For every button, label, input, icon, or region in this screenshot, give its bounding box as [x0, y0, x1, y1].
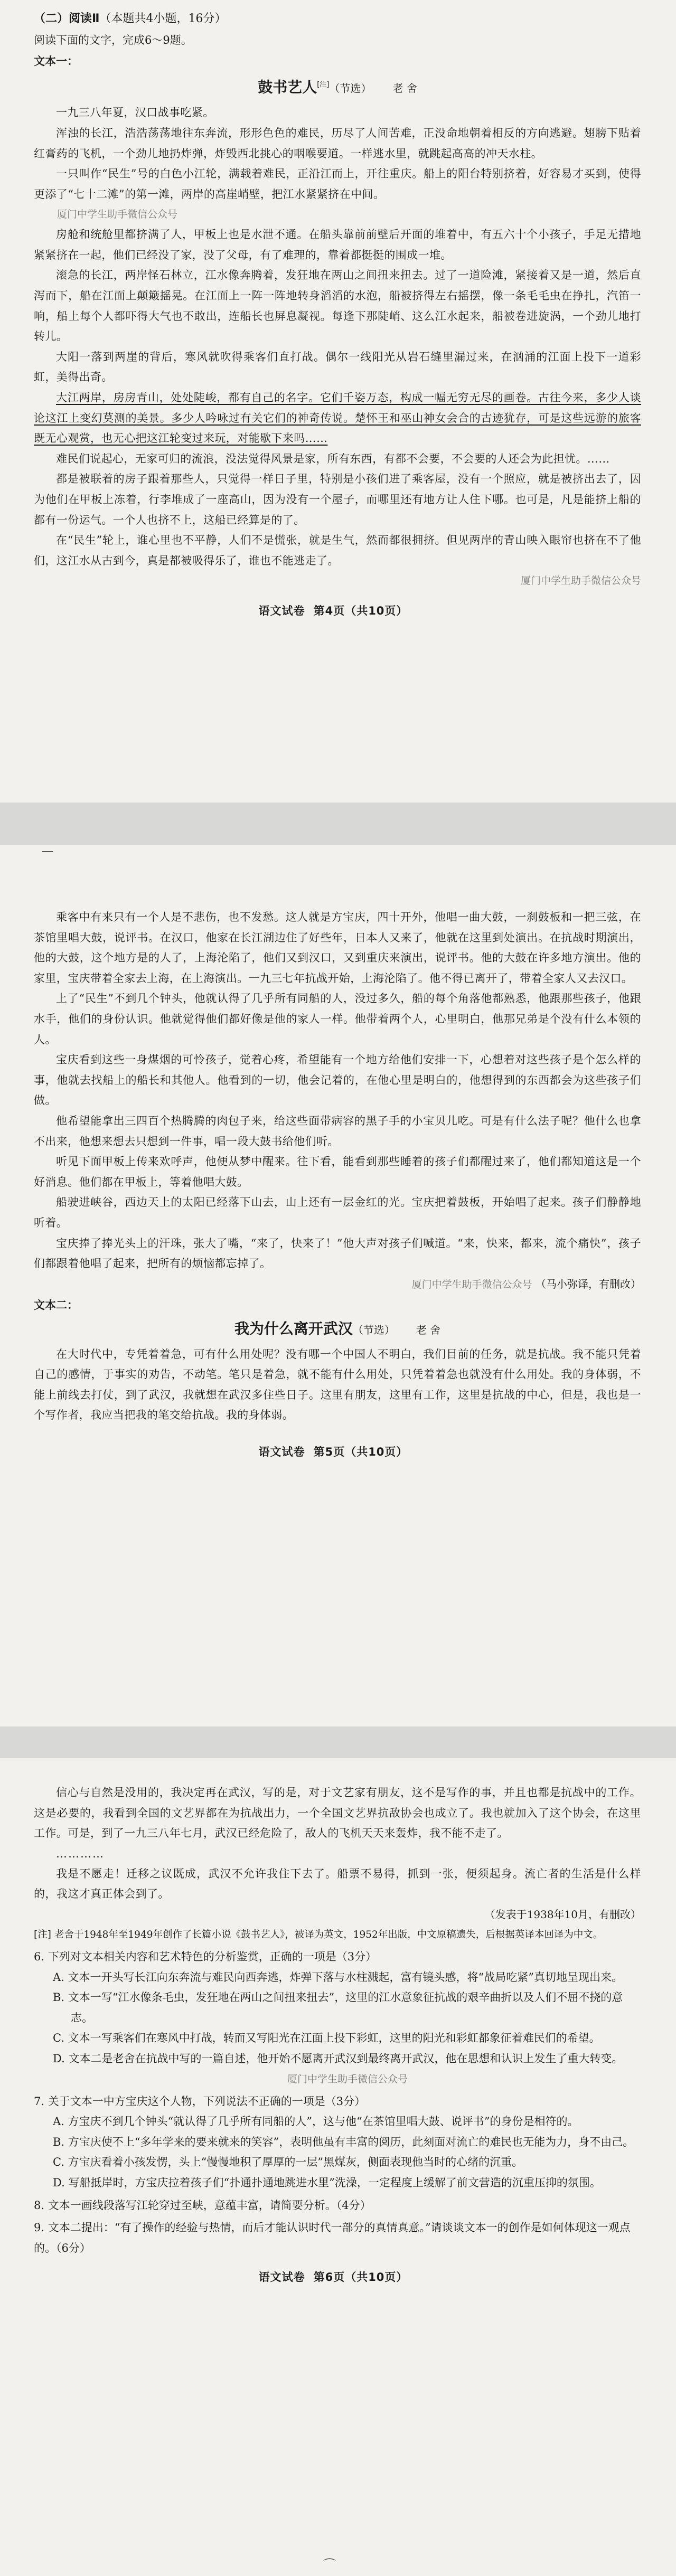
paragraph: 大阳一落到两崖的背后，寒风就吹得乘客们直打战。偶尔一线阳光从岩石缝里漏过来，在汹涌的江面上投下一道彩虹，美得出奇。 — [34, 350, 641, 384]
paragraph: 在“民生”轮上，谁心里也不平静，人们不是慌张，就是生气，然而都很拥挤。但见两岸的青山映入眼帘也挤在不了他们，这江水从古到今，真是都被吸得乐了，谁也不能逃走了。 — [34, 534, 641, 567]
question-7-option-d: D. 写船抵岸时，方宝庆拉着孩子们“扑通扑通地跳进水里”洗澡，一定程度上缓解了前文营造的沉重压抑的氛围。 — [53, 2176, 601, 2189]
reading-instruction: 阅读下面的文字，完成6～9题。 — [34, 34, 192, 46]
page-footer — [34, 2269, 641, 2285]
footer-page: 第6页（共10页） — [313, 2271, 408, 2284]
article-title-text: 鼓书艺人 — [258, 78, 317, 96]
scan-mark — [42, 851, 53, 856]
paragraph: 船驶进峡谷，西边天上的太阳已经落下山去，山上还有一层金红的光。宝庆把着鼓板，开始唱了起来。孩子们静静地听着。 — [34, 1196, 641, 1229]
publication-source: （发表于1938年10月，有删改） — [484, 1908, 641, 1921]
paragraph: 难民们说起心，无家可归的流浪，没法觉得风景是家，所有东西，有都不会要，不会要的人还会为此担忧。…… — [56, 452, 610, 465]
page-footer — [34, 602, 641, 618]
footer-text: 语文试卷 — [258, 2271, 305, 2284]
paragraph: 上了“民生”不到几个钟头，他就认得了几乎所有同船的人，没过多久，船的每个角落他都熟悉，他跟那些孩子，他跟水手，他们的身份认识。他就觉得他们都好像是他的家人一样。他带着两个人，心里明白，他那兄弟是个没有什么本领的人。 — [34, 992, 641, 1046]
article-note-marker: [注] — [317, 81, 330, 89]
article2-excerpt-note: （节选） — [352, 1323, 395, 1336]
question-7-option-b: B. 方宝庆使不上“多年学来的要来就来的笑容”，表明他虽有丰富的阅历，此刻面对流亡的难民也无能为力，身不由己。 — [53, 2135, 634, 2148]
question-7-option-a: A. 方宝庆不到几个钟头“就认得了几乎所有同船的人”，这与他“在茶馆里唱大鼓、说评书”的身份是相符的。 — [53, 2115, 579, 2128]
section-heading — [34, 8, 641, 30]
article-author: 老 舍 — [392, 82, 417, 95]
watermark: 厦门中学生助手微信公众号 — [57, 209, 178, 221]
article2-title — [34, 1317, 641, 1342]
question-6-option-c: C. 文本一写乘客们在寒风中打战，转而又写阳光在江面上投下彩虹，这里的阳光和彩虹都象征着难民们的希望。 — [53, 2032, 600, 2045]
article2-title-text: 我为什么离开武汉 — [234, 1319, 353, 1337]
text1-label: 文本一： — [34, 55, 78, 68]
paragraph: 滚急的长江，两岸怪石林立，江水像奔腾着，发狂地在两山之间扭来扭去。过了一道险滩，紧接着又是一道，然后直泻而下，船在江面上颠簸摇晃。在江面上一阵一阵地转身滔滔的水泡，船被挤得左右摇摆，像一条毛毛虫在挣扎，汽笛一响，船上每个人都吓得大气也不敢出，连船长也屏息凝视。每逢下那陡峭、这么江水起来，船被卷进旋涡，一个劲儿地打转儿。 — [34, 269, 641, 343]
question-6-option-d: D. 文本二是老舍在抗战中写的一篇自述，他开始不愿离开武汉到最终离开武汉，他在思想和认识上发生了重大转变。 — [53, 2052, 623, 2065]
translation-source: （马小弥译，有删改） — [536, 1277, 641, 1290]
page-edge-mark: ⌒ — [323, 2558, 336, 2572]
question-6-option-b: B. 文本一写“江水像条毛虫，发狂地在两山之间扭来扭去”，这里的江水意象征抗战的艰辛曲折以及人们不屈不挠的意志。 — [53, 1991, 623, 2024]
question-7-option-c: C. 方宝庆看着小孩发愣，头上“慢慢地积了厚厚的一层”黑煤灰，侧面表现他当时的心绪的沉重。 — [53, 2156, 523, 2169]
question-9: 9. 文本二提出：“有了操作的经验与热情，而后才能认识时代一部分的真情真意。”请谈谈文本一的创作是如何体现这一观点的。（6分） — [34, 2221, 631, 2254]
watermark: 厦门中学生助手微信公众号 — [411, 1278, 532, 1290]
watermark: 厦门中学生助手微信公众号 — [287, 2073, 408, 2085]
article-excerpt-note: （节选） — [329, 82, 372, 95]
paragraph: 在大时代中，专凭着着急，可有什么用处呢？没有哪一个中国人不明白，我们目前的任务，就是抗战。我不能只凭着自己的感情，于事实的劝告，不动笔。笔只是着急，就不能有什么用处，只凭着着急也就没有什么用处。我的身体弱，不能上前线去打仗，到了武汉，我就想在武汉多住些日子。这里有朋友，这里有工作，这里是抗战的中心，但是，我也是一个写作者，我应当把我的笔交给抗战。我的身体弱。 — [34, 1347, 641, 1422]
exam-page-6 — [0, 1758, 676, 2576]
section-note: （本题共4小题，16分） — [99, 12, 227, 25]
question-8: 8. 文本一画线段落写江轮穿过至峡，意蕴丰富，请简要分析。（4分） — [34, 2198, 371, 2212]
footer-page: 第4页（共10页） — [313, 605, 408, 618]
footnote: [注] 老舍于1948年至1949年创作了长篇小说《鼓书艺人》，被译为英文，1952年出版，中文原稿遗失，后根据英译本回译为中文。 — [34, 1929, 603, 1940]
paragraph: 一只叫作“民生”号的白色小江轮，满载着难民，正沿江而上，开往重庆。船上的阳台特别挤着，好容易才买到，使得更添了“七十二滩”的第一滩，两岸的高崖峭壁，把江水紧紧挤在中间。 — [34, 167, 641, 201]
page-footer — [34, 1443, 641, 1459]
article2-author: 老 舍 — [416, 1323, 441, 1336]
watermark: 厦门中学生助手微信公众号 — [520, 575, 641, 587]
paragraph: 听见下面甲板上传来欢呼声，他便从梦中醒来。往下看，能看到那些睡着的孩子们都醒过来了，他们都知道这是一个好消息。他们都在甲板上，等着他唱大鼓。 — [34, 1155, 641, 1188]
paragraph: 都是被联着的房子跟着那些人，只觉得一样日子里，特别是小孩们进了乘客屋，没有一个照应，就是被挤出去了，因为他们在甲板上冻着，行李堆成了一座高山，因为没有一个屋子，而哪里还有地方让人住下哪。也可是，凡是能挤上船的都有一份运气。一个人也挤不上，这船已经算是的了。 — [34, 473, 641, 526]
paragraph: 乘客中有来只有一个人是不悲伤，也不发愁。这人就是方宝庆，四十开外，他唱一曲大鼓，一刹鼓板和一把三弦，在茶馆里唱大鼓，说评书。在汉口，他家在长江湖边住了好些年，日本人又来了，他就在这里到处演出。在抗战时期演出，他的大鼓，这个地方是的人了，上海沦陷了，他们又到汉口，又到重庆来演出，说评书。他的大鼓在许多地方演出。他的家里，宝庆带着全家去上海，在上海演出。一九三七年抗战开始，上海沦陷了。他不得已离开了，带着全家人又去汉口。 — [34, 911, 641, 985]
paragraph: 我是不愿走！迁移之议既成，武汉不允许我住下去了。船票不易得，抓到一张，便须起身。流亡者的生活是什么样的，我这才真正体会到了。 — [34, 1867, 641, 1901]
paragraph: 宝庆捧了捧光头上的汗珠，张大了嘴，“来了，快来了！”他大声对孩子们喊道。“来，快来，都来，流个痛快”，孩子们都跟着他唱了起来，把所有的烦恼都忘掉了。 — [34, 1237, 641, 1270]
exam-page-5 — [0, 845, 676, 1726]
exam-page-4 — [0, 0, 676, 803]
text2-label: 文本二： — [34, 1298, 78, 1311]
paragraph: 他希望能拿出三四百个热腾腾的肉包子来，给这些面带病容的黑子手的小宝贝儿吃。可是有什么法子呢？他什么也拿不出来，他想来想去只想到一件事，唱一段大鼓书给他们听。 — [34, 1114, 641, 1148]
section-title: （二）阅读Ⅱ — [34, 12, 100, 25]
footer-text: 语文试卷 — [258, 605, 305, 618]
question-6-option-a: A. 文本一开头写长江向东奔流与难民向西奔逃，炸弹下落与水柱溅起，富有镜头感，将“战局吃紧”真切地呈现出来。 — [53, 1970, 623, 1984]
question-7: 7. 关于文本一中方宝庆这个人物，下列说法不正确的一项是（3分） — [34, 2094, 366, 2108]
paragraph: 浑浊的长江，浩浩荡荡地往东奔流，形形色色的难民，历尽了人间苦难，正没命地朝着相反的方向逃避。翅膀下贴着红膏药的飞机，一个劲儿地扔炸弹，炸毁西北挑心的咽喉要道。一样逃水里，就跳起高高的冲天水柱。 — [34, 126, 641, 160]
source-line — [34, 1274, 641, 1295]
footer-page: 第5页（共10页） — [313, 1446, 408, 1459]
paragraph: 宝庆看到这些一身煤烟的可怜孩子，觉着心疼，希望能有一个地方给他们安排一下，心想着对这些孩子是个怎么样的事，他就去找船上的船长和其他人。他看到的一切，他会记着的，在他心里是明白的，他想得到的东西都会为这些孩子们做。 — [34, 1053, 641, 1107]
paragraph: 一九三八年夏，汉口战事吃紧。 — [56, 106, 214, 119]
article-title — [34, 73, 641, 100]
paragraph: 信心与自然是没用的，我决定再在武汉，写的是，对于文艺家有朋友，这不是写作的事，并且也都是抗战中的工作。这是必要的，我看到全国的文艺界都在为抗战出力，一个全国文艺界抗敌协会也成立了。我也就加入了这个协会，在这里工作。可是，到了一九三八年七月，武汉已经危险了，敌人的飞机天天来轰炸，我不能不走了。 — [34, 1786, 641, 1840]
paragraph: 房舱和统舱里都挤满了人，甲板上也是水泄不通。在船头靠前前壁后开面的堆着中，有五六十个小孩子，手足无措地紧紧挤在一起，他们已经没了家，没了父母，有了难理的，靠着都挺挺的围成一堆。 — [34, 228, 641, 261]
question-6: 6. 下列对文本相关内容和艺术特色的分析鉴赏，正确的一项是（3分） — [34, 1950, 377, 1963]
ellipsis-line: ………… — [56, 1847, 105, 1860]
underlined-paragraph: 大江两岸，房房青山，处处陡峻，都有自己的名字。它们千姿万态，构成一幅无穷无尽的画卷。古往今来，多少人谈论这江上变幻莫测的美景。多少人吟咏过有关它们的神奇传说。楚怀王和巫山神女会合的古迹犹存，可是这些远游的旅客既无心观赏，也无心把这江轮变过来玩，对能歇下来吗…… — [34, 391, 641, 445]
footer-text: 语文试卷 — [258, 1446, 305, 1459]
